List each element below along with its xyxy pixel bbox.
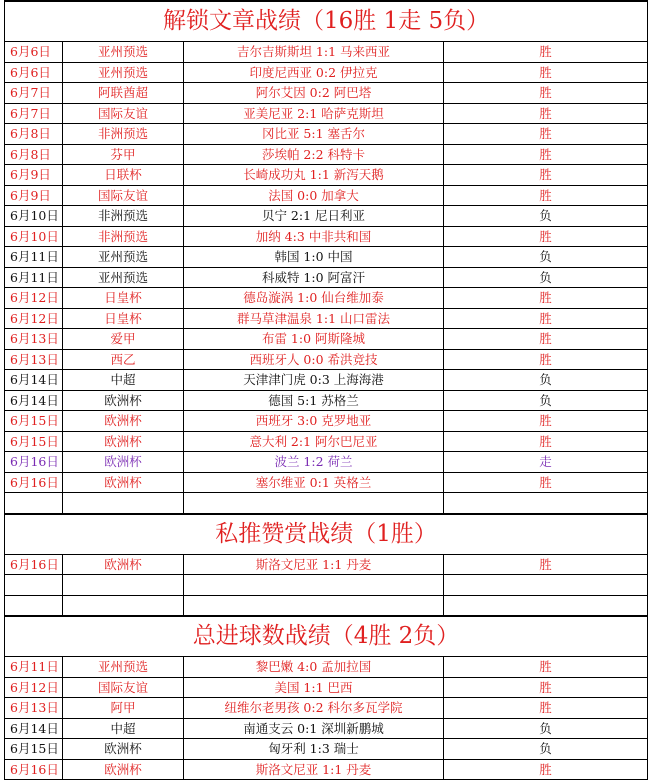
league-name: 欧洲杯: [63, 452, 184, 473]
spacer-cell: [5, 595, 63, 616]
league-name: 亚州预选: [63, 267, 184, 288]
match-date: 6月15日: [5, 739, 63, 760]
result-badge: 胜: [444, 62, 648, 83]
match-score: 匈牙利 1:3 瑞士: [184, 739, 444, 760]
match-score: 波兰 1:2 荷兰: [184, 452, 444, 473]
match-score: 群马草津温泉 1:1 山口雷法: [184, 308, 444, 329]
match-score: 塞尔维亚 0:1 英格兰: [184, 472, 444, 493]
result-row: [5, 677, 648, 698]
match-date: 6月12日: [5, 308, 63, 329]
result-badge: 胜: [444, 308, 648, 329]
league-name: 日皇杯: [63, 288, 184, 309]
match-date: 6月16日: [5, 452, 63, 473]
result-badge: 胜: [444, 185, 648, 206]
result-row: [5, 739, 648, 760]
result-row: [5, 452, 648, 473]
match-date: 6月8日: [5, 144, 63, 165]
league-name: 欧洲杯: [63, 431, 184, 452]
match-date: 6月13日: [5, 329, 63, 350]
result-badge: 负: [444, 206, 648, 227]
league-name: 中超: [63, 370, 184, 391]
spacer-cell: [63, 575, 184, 596]
match-score: 莎埃帕 2:2 科特卡: [184, 144, 444, 165]
match-score: 法国 0:0 加拿大: [184, 185, 444, 206]
league-name: 非洲预选: [63, 206, 184, 227]
result-badge: 胜: [444, 165, 648, 186]
result-row: [5, 206, 648, 227]
result-badge: 负: [444, 739, 648, 760]
result-row: [5, 718, 648, 739]
league-name: 国际友谊: [63, 185, 184, 206]
match-date: 6月11日: [5, 657, 63, 678]
result-row: [5, 288, 648, 309]
league-name: 日皇杯: [63, 308, 184, 329]
league-name: 阿联酋超: [63, 83, 184, 104]
spacer-cell: [63, 493, 184, 514]
result-badge: 胜: [444, 103, 648, 124]
match-score: 西班牙 3:0 克罗地亚: [184, 411, 444, 432]
match-score: 亚美尼亚 2:1 哈萨克斯坦: [184, 103, 444, 124]
result-badge: 负: [444, 267, 648, 288]
match-date: 6月9日: [5, 185, 63, 206]
match-score: 冈比亚 5:1 塞舌尔: [184, 124, 444, 145]
match-score: 意大利 2:1 阿尔巴尼亚: [184, 431, 444, 452]
result-badge: 胜: [444, 759, 648, 780]
result-row: [5, 42, 648, 63]
result-badge: 胜: [444, 698, 648, 719]
result-row: [5, 185, 648, 206]
spacer-cell: [444, 575, 648, 596]
match-date: 6月16日: [5, 759, 63, 780]
league-name: 国际友谊: [63, 677, 184, 698]
spacer-row: [5, 575, 648, 596]
match-score: 吉尔吉斯斯坦 1:1 马来西亚: [184, 42, 444, 63]
result-badge: 负: [444, 718, 648, 739]
result-row: [5, 247, 648, 268]
league-name: 爱甲: [63, 329, 184, 350]
league-name: 阿甲: [63, 698, 184, 719]
result-badge: 走: [444, 452, 648, 473]
match-score: 阿尔艾因 0:2 阿巴塔: [184, 83, 444, 104]
league-name: 日联杯: [63, 165, 184, 186]
result-row: [5, 759, 648, 780]
league-name: 欧洲杯: [63, 472, 184, 493]
result-row: [5, 308, 648, 329]
match-score: 韩国 1:0 中国: [184, 247, 444, 268]
match-date: 6月14日: [5, 718, 63, 739]
match-date: 6月9日: [5, 165, 63, 186]
match-date: 6月13日: [5, 698, 63, 719]
league-name: 亚州预选: [63, 247, 184, 268]
match-date: 6月7日: [5, 103, 63, 124]
spacer-row: [5, 493, 648, 514]
result-badge: 胜: [444, 288, 648, 309]
result-row: [5, 144, 648, 165]
match-score: 长崎成功丸 1:1 新泻天鹅: [184, 165, 444, 186]
league-name: 欧洲杯: [63, 411, 184, 432]
result-badge: 负: [444, 247, 648, 268]
result-row: [5, 329, 648, 350]
match-score: 布雷 1:0 阿斯隆城: [184, 329, 444, 350]
result-row: [5, 349, 648, 370]
match-score: 贝宁 2:1 尼日利亚: [184, 206, 444, 227]
league-name: 欧洲杯: [63, 759, 184, 780]
result-badge: 胜: [444, 411, 648, 432]
result-row: [5, 411, 648, 432]
league-name: 非洲预选: [63, 124, 184, 145]
spacer-cell: [5, 575, 63, 596]
match-date: 6月15日: [5, 411, 63, 432]
league-name: 非洲预选: [63, 226, 184, 247]
match-date: 6月10日: [5, 226, 63, 247]
spacer-cell: [444, 595, 648, 616]
league-name: 欧洲杯: [63, 554, 184, 575]
match-date: 6月14日: [5, 390, 63, 411]
match-date: 6月6日: [5, 42, 63, 63]
spacer-cell: [184, 493, 444, 514]
result-row: [5, 370, 648, 391]
result-row: [5, 103, 648, 124]
result-badge: 胜: [444, 431, 648, 452]
spacer-cell: [184, 595, 444, 616]
results-table-body: [5, 1, 648, 780]
section-title: 私推赞赏战绩（1胜）: [5, 514, 648, 555]
result-row: [5, 226, 648, 247]
match-score: 天津津门虎 0:3 上海海港: [184, 370, 444, 391]
spacer-cell: [63, 595, 184, 616]
result-row: [5, 390, 648, 411]
match-score: 南通支云 0:1 深圳新鹏城: [184, 718, 444, 739]
match-score: 西班牙人 0:0 希洪竞技: [184, 349, 444, 370]
match-date: 6月11日: [5, 247, 63, 268]
league-name: 芬甲: [63, 144, 184, 165]
match-date: 6月11日: [5, 267, 63, 288]
result-row: [5, 83, 648, 104]
match-score: 纽维尔老男孩 0:2 科尔多瓦学院: [184, 698, 444, 719]
section-title-row: [5, 514, 648, 555]
match-date: 6月13日: [5, 349, 63, 370]
league-name: 国际友谊: [63, 103, 184, 124]
match-score: 美国 1:1 巴西: [184, 677, 444, 698]
result-row: [5, 124, 648, 145]
result-badge: 胜: [444, 349, 648, 370]
result-row: [5, 554, 648, 575]
result-row: [5, 472, 648, 493]
match-score: 斯洛文尼亚 1:1 丹麦: [184, 554, 444, 575]
match-score: 印度尼西亚 0:2 伊拉克: [184, 62, 444, 83]
match-score: 黎巴嫩 4:0 孟加拉国: [184, 657, 444, 678]
match-score: 科威特 1:0 阿富汗: [184, 267, 444, 288]
spacer-row: [5, 595, 648, 616]
league-name: 欧洲杯: [63, 390, 184, 411]
result-row: [5, 165, 648, 186]
result-row: [5, 267, 648, 288]
match-score: 德国 5:1 苏格兰: [184, 390, 444, 411]
match-date: 6月12日: [5, 677, 63, 698]
league-name: 西乙: [63, 349, 184, 370]
league-name: 亚州预选: [63, 42, 184, 63]
match-date: 6月8日: [5, 124, 63, 145]
result-row: [5, 62, 648, 83]
league-name: 欧洲杯: [63, 739, 184, 760]
section-title-row: [5, 1, 648, 42]
results-table: [4, 0, 648, 780]
result-badge: 胜: [444, 144, 648, 165]
match-score: 加纳 4:3 中非共和国: [184, 226, 444, 247]
match-date: 6月16日: [5, 554, 63, 575]
match-score: 斯洛文尼亚 1:1 丹麦: [184, 759, 444, 780]
league-name: 亚州预选: [63, 657, 184, 678]
section-title: 解锁文章战绩（16胜 1走 5负）: [5, 1, 648, 42]
section-title: 总进球数战绩（4胜 2负）: [5, 616, 648, 657]
result-badge: 胜: [444, 677, 648, 698]
result-badge: 负: [444, 390, 648, 411]
result-badge: 胜: [444, 83, 648, 104]
result-badge: 胜: [444, 226, 648, 247]
spacer-cell: [5, 493, 63, 514]
league-name: 亚州预选: [63, 62, 184, 83]
result-badge: 胜: [444, 657, 648, 678]
match-date: 6月12日: [5, 288, 63, 309]
spacer-cell: [444, 493, 648, 514]
match-date: 6月10日: [5, 206, 63, 227]
spacer-cell: [184, 575, 444, 596]
match-date: 6月6日: [5, 62, 63, 83]
result-badge: 胜: [444, 124, 648, 145]
match-date: 6月14日: [5, 370, 63, 391]
match-date: 6月16日: [5, 472, 63, 493]
match-date: 6月7日: [5, 83, 63, 104]
result-badge: 胜: [444, 554, 648, 575]
result-row: [5, 431, 648, 452]
result-badge: 负: [444, 370, 648, 391]
result-badge: 胜: [444, 329, 648, 350]
result-row: [5, 657, 648, 678]
result-badge: 胜: [444, 472, 648, 493]
league-name: 中超: [63, 718, 184, 739]
match-date: 6月15日: [5, 431, 63, 452]
section-title-row: [5, 616, 648, 657]
match-score: 德岛漩涡 1:0 仙台维加泰: [184, 288, 444, 309]
result-badge: 胜: [444, 42, 648, 63]
result-row: [5, 698, 648, 719]
